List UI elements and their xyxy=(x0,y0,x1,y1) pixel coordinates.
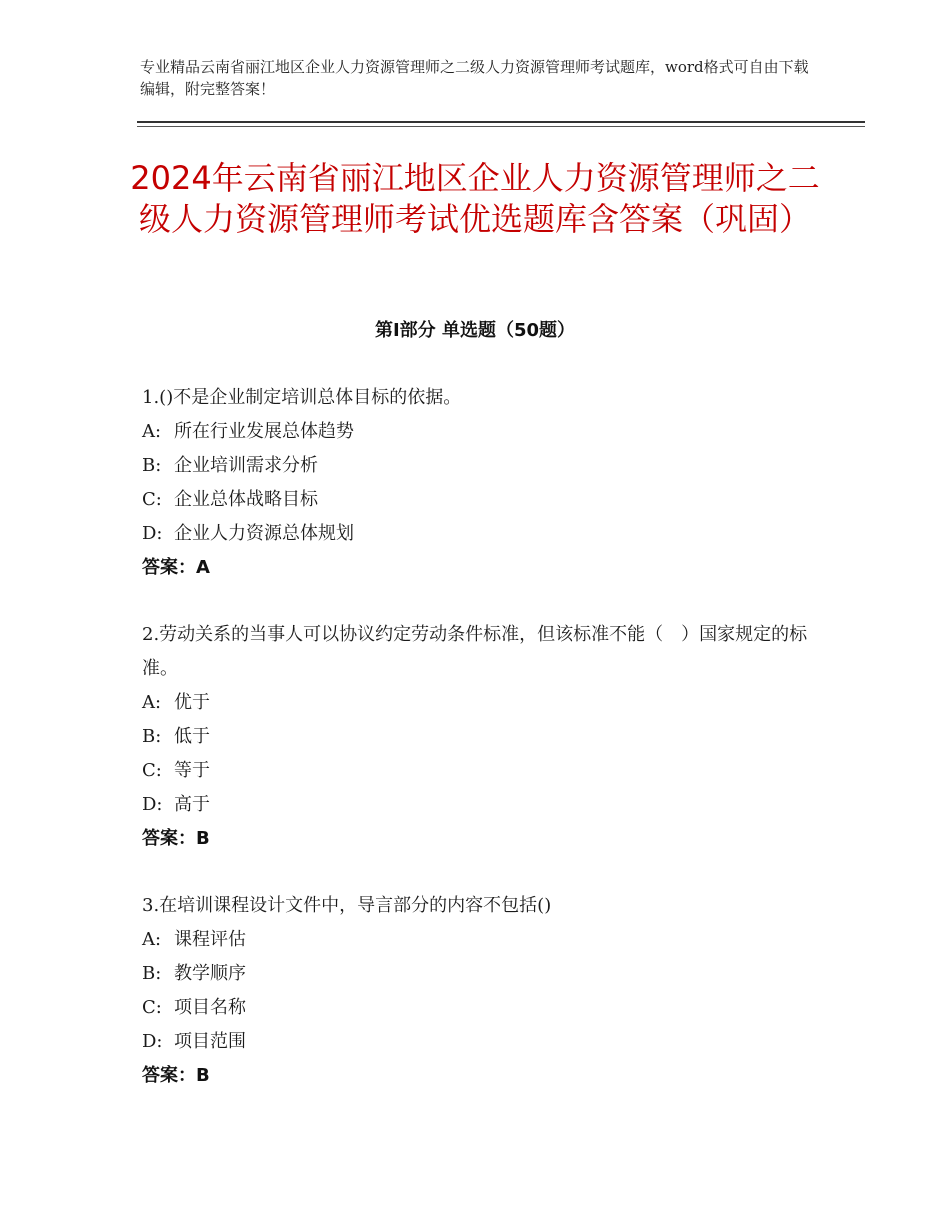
option-text: 高于 xyxy=(174,794,210,815)
option-text: 所在行业发展总体趋势 xyxy=(174,421,354,442)
option-b xyxy=(142,449,832,483)
section-title: 第Ⅰ部分 单选题（50题） xyxy=(374,320,575,341)
header-note: 专业精品云南省丽江地区企业人力资源管理师之二级人力资源管理师考试题库，word格式可自由下载编辑，附完整答案！ xyxy=(140,58,809,98)
header-rule-thin xyxy=(137,126,865,127)
question-text: 3.在培训课程设计文件中，导言部分的内容不包括() xyxy=(142,895,552,916)
option-text: 低于 xyxy=(174,726,210,747)
answer-line xyxy=(142,1059,832,1093)
option-text: 优于 xyxy=(174,692,210,713)
question-list xyxy=(142,381,832,1126)
option-d xyxy=(142,1025,832,1059)
document-title: 2024年云南省丽江地区企业人力资源管理师之二级人力资源管理师考试优选题库含答案（巩固） xyxy=(130,159,820,238)
answer-value: B xyxy=(196,1065,210,1086)
option-text: 企业总体战略目标 xyxy=(174,489,318,510)
option-c xyxy=(142,991,832,1025)
answer-label: 答案： xyxy=(142,828,196,849)
option-letter: D: xyxy=(142,794,163,815)
question-2 xyxy=(142,618,832,856)
option-text: 企业人力资源总体规划 xyxy=(174,523,354,544)
answer-label: 答案： xyxy=(142,1065,196,1086)
option-a xyxy=(142,415,832,449)
question-1 xyxy=(142,381,832,585)
option-d xyxy=(142,517,832,551)
option-a xyxy=(142,686,832,720)
option-letter: A: xyxy=(142,929,162,950)
option-letter: D: xyxy=(142,1031,163,1052)
option-text: 教学顺序 xyxy=(174,963,246,984)
option-text: 项目名称 xyxy=(174,997,246,1018)
option-letter: C: xyxy=(142,997,162,1018)
option-a xyxy=(142,923,832,957)
option-b xyxy=(142,720,832,754)
answer-line xyxy=(142,551,832,585)
option-text: 项目范围 xyxy=(174,1031,246,1052)
answer-value: A xyxy=(196,557,210,578)
header-rule-thick xyxy=(137,121,865,123)
option-letter: C: xyxy=(142,760,162,781)
option-letter: B: xyxy=(142,455,162,476)
question-3 xyxy=(142,889,832,1093)
answer-value: B xyxy=(196,828,210,849)
option-letter: A: xyxy=(142,421,162,442)
option-letter: C: xyxy=(142,489,162,510)
option-letter: B: xyxy=(142,726,162,747)
answer-line xyxy=(142,822,832,856)
option-text: 企业培训需求分析 xyxy=(174,455,318,476)
option-d xyxy=(142,788,832,822)
question-text: 1.()不是企业制定培训总体目标的依据。 xyxy=(142,387,462,408)
option-letter: D: xyxy=(142,523,163,544)
answer-label: 答案： xyxy=(142,557,196,578)
option-text: 课程评估 xyxy=(174,929,246,950)
option-b xyxy=(142,957,832,991)
option-text: 等于 xyxy=(174,760,210,781)
question-text: 2.劳动关系的当事人可以协议约定劳动条件标准，但该标准不能（ ）国家规定的标准。 xyxy=(142,624,808,679)
option-letter: A: xyxy=(142,692,162,713)
option-c xyxy=(142,483,832,517)
option-c xyxy=(142,754,832,788)
option-letter: B: xyxy=(142,963,162,984)
